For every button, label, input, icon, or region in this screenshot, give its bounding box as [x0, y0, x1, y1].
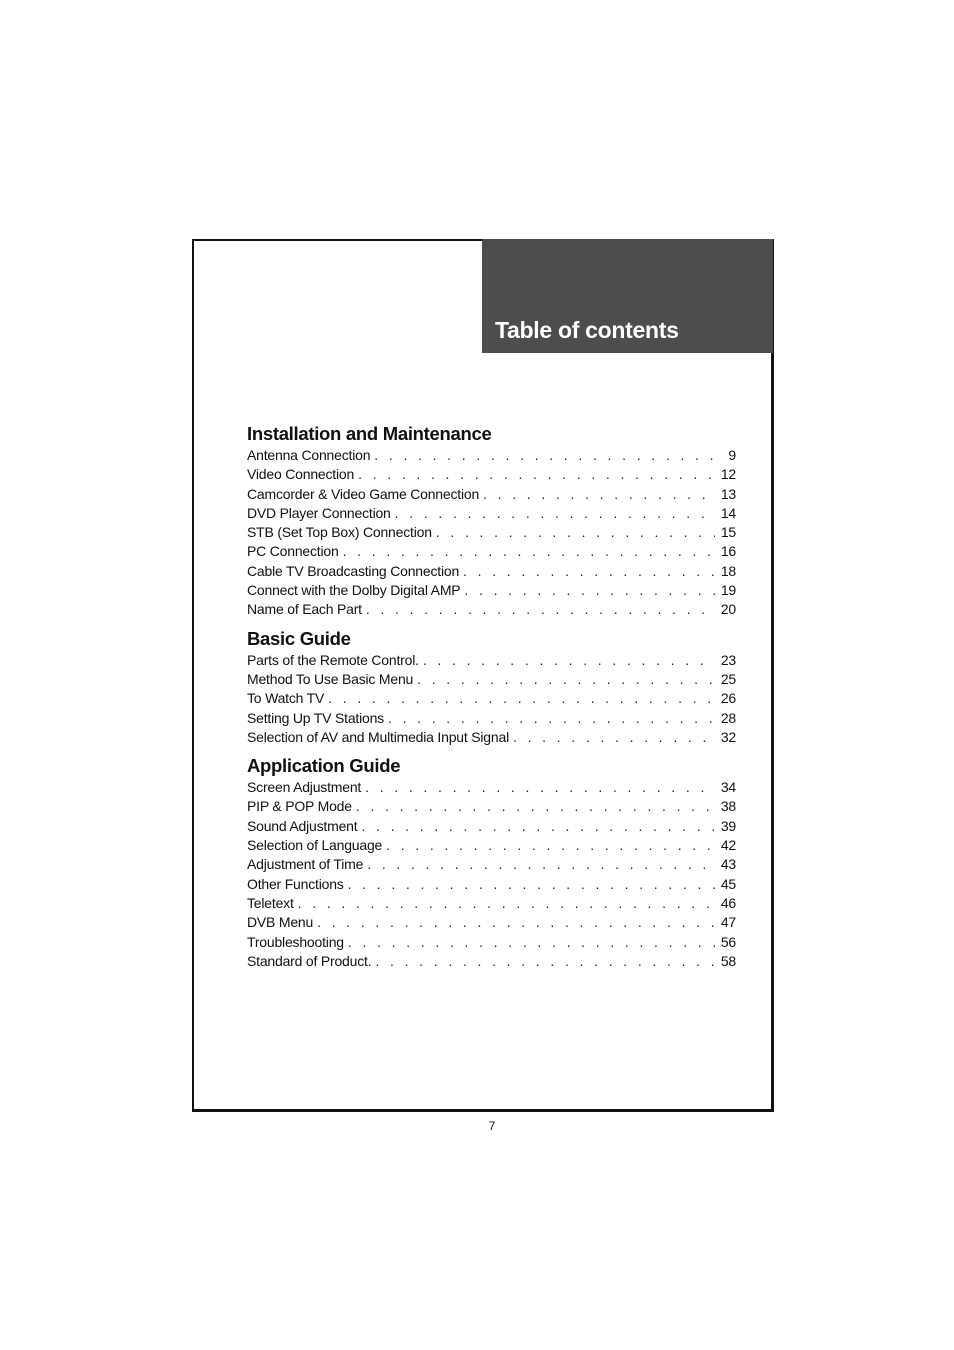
toc-entry[interactable]: [247, 797, 736, 816]
toc-entry[interactable]: [247, 933, 736, 952]
toc-entry[interactable]: [247, 651, 736, 670]
dot-leader: [365, 778, 715, 797]
toc-entry-label: STB (Set Top Box) Connection: [247, 524, 432, 541]
toc-entry-label: PIP & POP Mode: [247, 798, 352, 815]
toc-entry[interactable]: [247, 778, 736, 797]
dot-leader: [317, 913, 715, 932]
toc-entry[interactable]: [247, 446, 736, 465]
dot-leader: [328, 689, 715, 708]
toc-entry-label: Standard of Product.: [247, 952, 372, 969]
toc-entry[interactable]: [247, 562, 736, 581]
toc-entry-page: 42: [720, 837, 736, 854]
toc-entry-label: Teletext: [247, 894, 294, 911]
toc-entry[interactable]: [247, 913, 736, 932]
toc-section: [247, 421, 736, 620]
toc-entry-label: PC Connection: [247, 543, 339, 560]
toc-entry[interactable]: [247, 894, 736, 913]
toc-entry-label: Setting Up TV Stations: [247, 709, 384, 726]
dot-leader: [436, 523, 715, 542]
toc-entry-page: 14: [720, 504, 736, 521]
toc-entry-list: [247, 446, 736, 620]
toc-entry-page: 39: [720, 817, 736, 834]
dot-leader: [367, 855, 715, 874]
toc-entry-label: To Watch TV: [247, 690, 325, 707]
toc-entry-page: 58: [720, 952, 736, 969]
toc-entry-page: 46: [720, 894, 736, 911]
toc-entry[interactable]: [247, 670, 736, 689]
toc-entry[interactable]: [247, 836, 736, 855]
section-title: Installation and Maintenance: [247, 423, 492, 444]
toc-entry[interactable]: [247, 504, 736, 523]
dot-leader: [463, 562, 715, 581]
toc-section: [247, 626, 736, 747]
toc-entry-label: Adjustment of Time: [247, 856, 364, 873]
toc-entry-list: [247, 778, 736, 971]
dot-leader: [464, 581, 714, 600]
dot-leader: [423, 651, 715, 670]
dot-leader: [361, 817, 714, 836]
toc-entry[interactable]: [247, 600, 736, 619]
toc-entry-label: Name of Each Part: [247, 601, 362, 618]
toc-entry-label: Parts of the Remote Control.: [247, 651, 419, 668]
toc-entry[interactable]: [247, 581, 736, 600]
toc-entry-label: Other Functions: [247, 875, 344, 892]
toc-entry-page: 12: [720, 466, 736, 483]
toc-entry-label: Sound Adjustment: [247, 817, 358, 834]
toc-entry[interactable]: [247, 728, 736, 747]
dot-leader: [374, 446, 716, 465]
dot-leader: [348, 875, 715, 894]
toc-entry[interactable]: [247, 465, 736, 484]
toc-entry-label: DVD Player Connection: [247, 504, 391, 521]
toc-entry-page: 45: [720, 875, 736, 892]
toc-entry-page: 34: [720, 779, 736, 796]
toc-entry-page: 26: [720, 690, 736, 707]
toc-entry[interactable]: [247, 875, 736, 894]
toc-section: [247, 753, 736, 971]
page-number: 7: [488, 1119, 496, 1133]
toc-entry[interactable]: [247, 952, 736, 971]
section-title: Application Guide: [247, 755, 401, 777]
toc-entry-page: 18: [720, 562, 736, 579]
toc-entry-label: Selection of Language: [247, 837, 383, 854]
dot-leader: [483, 485, 715, 504]
toc-entry-page: 43: [720, 856, 736, 873]
dot-leader: [388, 709, 715, 728]
toc-entry-page: 20: [720, 601, 736, 618]
toc-entry-label: Screen Adjustment: [247, 779, 362, 796]
dot-leader: [358, 465, 715, 484]
toc-entry[interactable]: [247, 523, 736, 542]
toc-entry[interactable]: [247, 689, 736, 708]
toc-entry-label: Selection of AV and Multimedia Input Signal: [247, 728, 509, 745]
dot-leader: [356, 797, 715, 816]
toc-entry-page: 23: [720, 651, 736, 668]
toc-entry[interactable]: [247, 817, 736, 836]
toc-entry-label: Video Connection: [247, 466, 355, 483]
toc-entry-page: 25: [720, 670, 736, 687]
toc-entry-page: 47: [720, 914, 736, 931]
toc-entry-page: 38: [720, 798, 736, 815]
toc-entry-label: Camcorder & Video Game Connection: [247, 485, 480, 502]
page-title: Table of contents: [495, 317, 679, 343]
toc-entry[interactable]: [247, 709, 736, 728]
toc-entry-label: Connect with the Dolby Digital AMP: [247, 582, 461, 599]
toc-entry-page: 9: [728, 447, 736, 463]
dot-leader: [298, 894, 715, 913]
dot-leader: [375, 952, 714, 971]
toc-entry-label: Antenna Connection: [247, 447, 371, 463]
dot-leader: [348, 933, 715, 952]
dot-leader: [395, 504, 715, 523]
section-title: Basic Guide: [247, 627, 351, 649]
toc-entry-page: 15: [720, 524, 736, 541]
toc-entry-label: Cable TV Broadcasting Connection: [247, 562, 460, 579]
dot-leader: [366, 600, 715, 619]
toc-entry-label: DVB Menu: [247, 914, 314, 931]
toc-entry-page: 28: [720, 709, 736, 726]
toc-entry-page: 16: [720, 543, 736, 560]
table-of-contents: [247, 421, 736, 971]
toc-entry-page: 19: [720, 582, 736, 599]
dot-leader: [386, 836, 715, 855]
toc-entry-page: 32: [720, 728, 736, 745]
toc-entry-label: Troubleshooting: [247, 933, 344, 950]
toc-entry-label: Method To Use Basic Menu: [247, 670, 414, 687]
header-banner: [482, 239, 773, 353]
toc-entry-list: [247, 651, 736, 747]
toc-entry-page: 56: [720, 933, 736, 950]
toc-entry-page: 13: [720, 485, 736, 502]
toc-entry[interactable]: [247, 855, 736, 874]
dot-leader: [513, 728, 715, 747]
toc-entry[interactable]: [247, 542, 736, 561]
dot-leader: [343, 542, 715, 561]
dot-leader: [417, 670, 715, 689]
toc-entry[interactable]: [247, 485, 736, 504]
